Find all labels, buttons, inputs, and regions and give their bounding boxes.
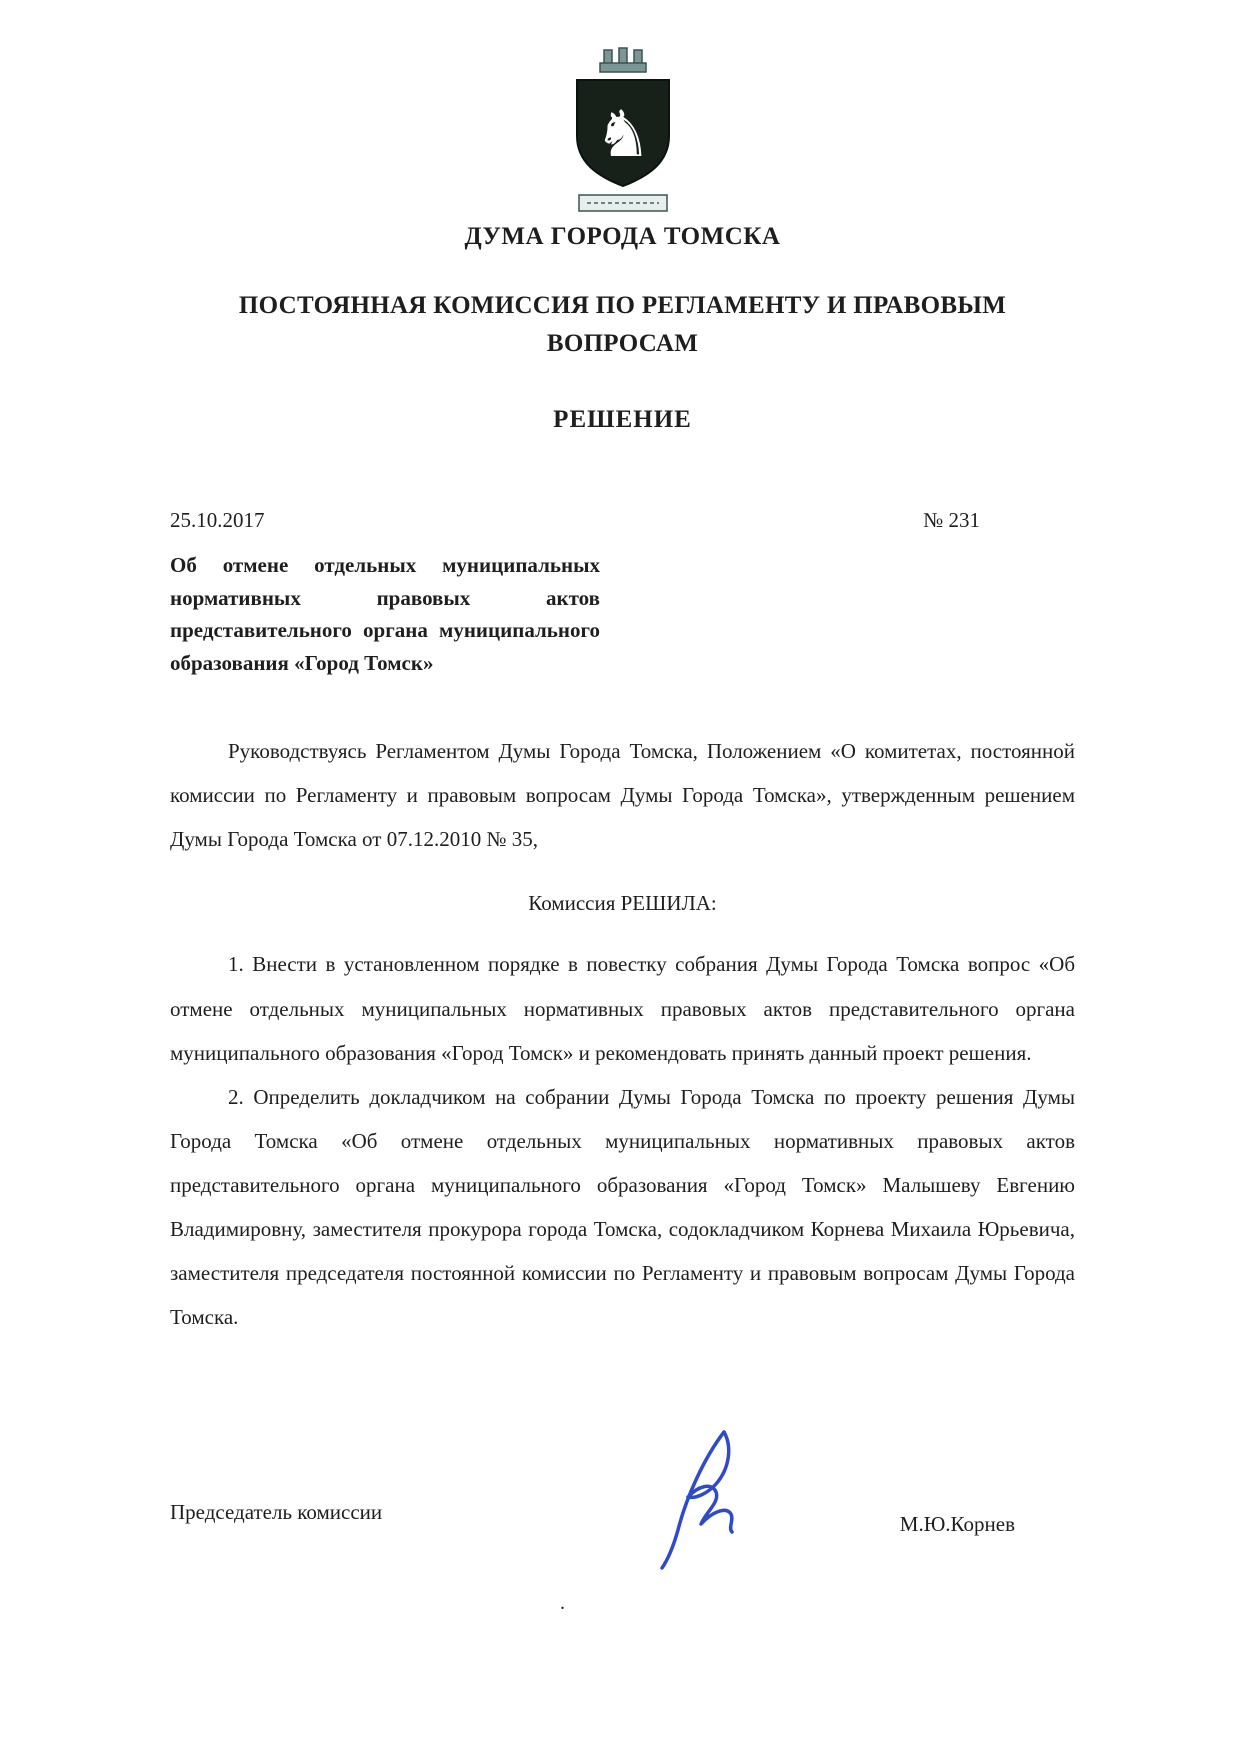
decision-item-1: 1. Внести в установленном порядке в повестку собрания Думы Города Томска вопрос «Об отмене отдельных муниципальных нормативных правовых актов представительного органа муниципального образования «Город Томск» и рекомендовать принять данный проект решения.	[170, 952, 1075, 1065]
decision-item-2: 2. Определить докладчиком на собрании Думы Города Томска по проекту решения Думы Города Томска «Об отмене отдельных муниципальных нормативных правовых актов представительного органа муниципального образования «Город Томск» Малышеву Евгению Владимировну, заместителя прокурора города Томска, содокладчиком Корнева Михаила Юрьевича, заместителя председателя постоянной комиссии по Регламенту и правовым вопросам Думы Города Томска.	[170, 1084, 1075, 1330]
preamble-paragraph: Руководствуясь Регламентом Думы Города Томска, Положением «О комитетах, постоянной комиссии по Регламенту и правовым вопросам Думы Города Томска», утвержденным решением Думы Города Томска от 07.12.2010 № 35,	[170, 739, 1075, 852]
signature-icon	[638, 1424, 768, 1574]
tomsk-coat-of-arms	[170, 46, 1075, 213]
page-artifact-dot: .	[560, 1592, 565, 1614]
shield-horse-icon	[573, 78, 673, 190]
commission-name: ПОСТОЯННАЯ КОМИССИЯ ПО РЕГЛАМЕНТУ И ПРАВОВЫМ ВОПРОСАМ	[238, 292, 1007, 357]
ribbon-icon	[577, 193, 669, 213]
doc-number: № 231	[923, 508, 980, 532]
doc-meta-row	[170, 508, 1075, 533]
org-name: ДУМА ГОРОДА ТОМСКА	[464, 223, 781, 250]
svg-text:♞: ♞	[593, 98, 652, 172]
crown-icon	[594, 46, 652, 76]
doc-subject: Об отмене отдельных муниципальных нормативных правовых актов представительного органа муниципального образования «Город Томск»	[170, 553, 600, 675]
doc-type-title: РЕШЕНИЕ	[553, 406, 692, 433]
signatory-name: М.Ю.Корнев	[899, 1512, 1015, 1537]
signatory-title: Председатель комиссии	[170, 1500, 383, 1525]
signature-block	[170, 1434, 1075, 1604]
decision-heading: Комиссия РЕШИЛА:	[528, 891, 717, 916]
doc-date: 25.10.2017	[170, 508, 265, 532]
